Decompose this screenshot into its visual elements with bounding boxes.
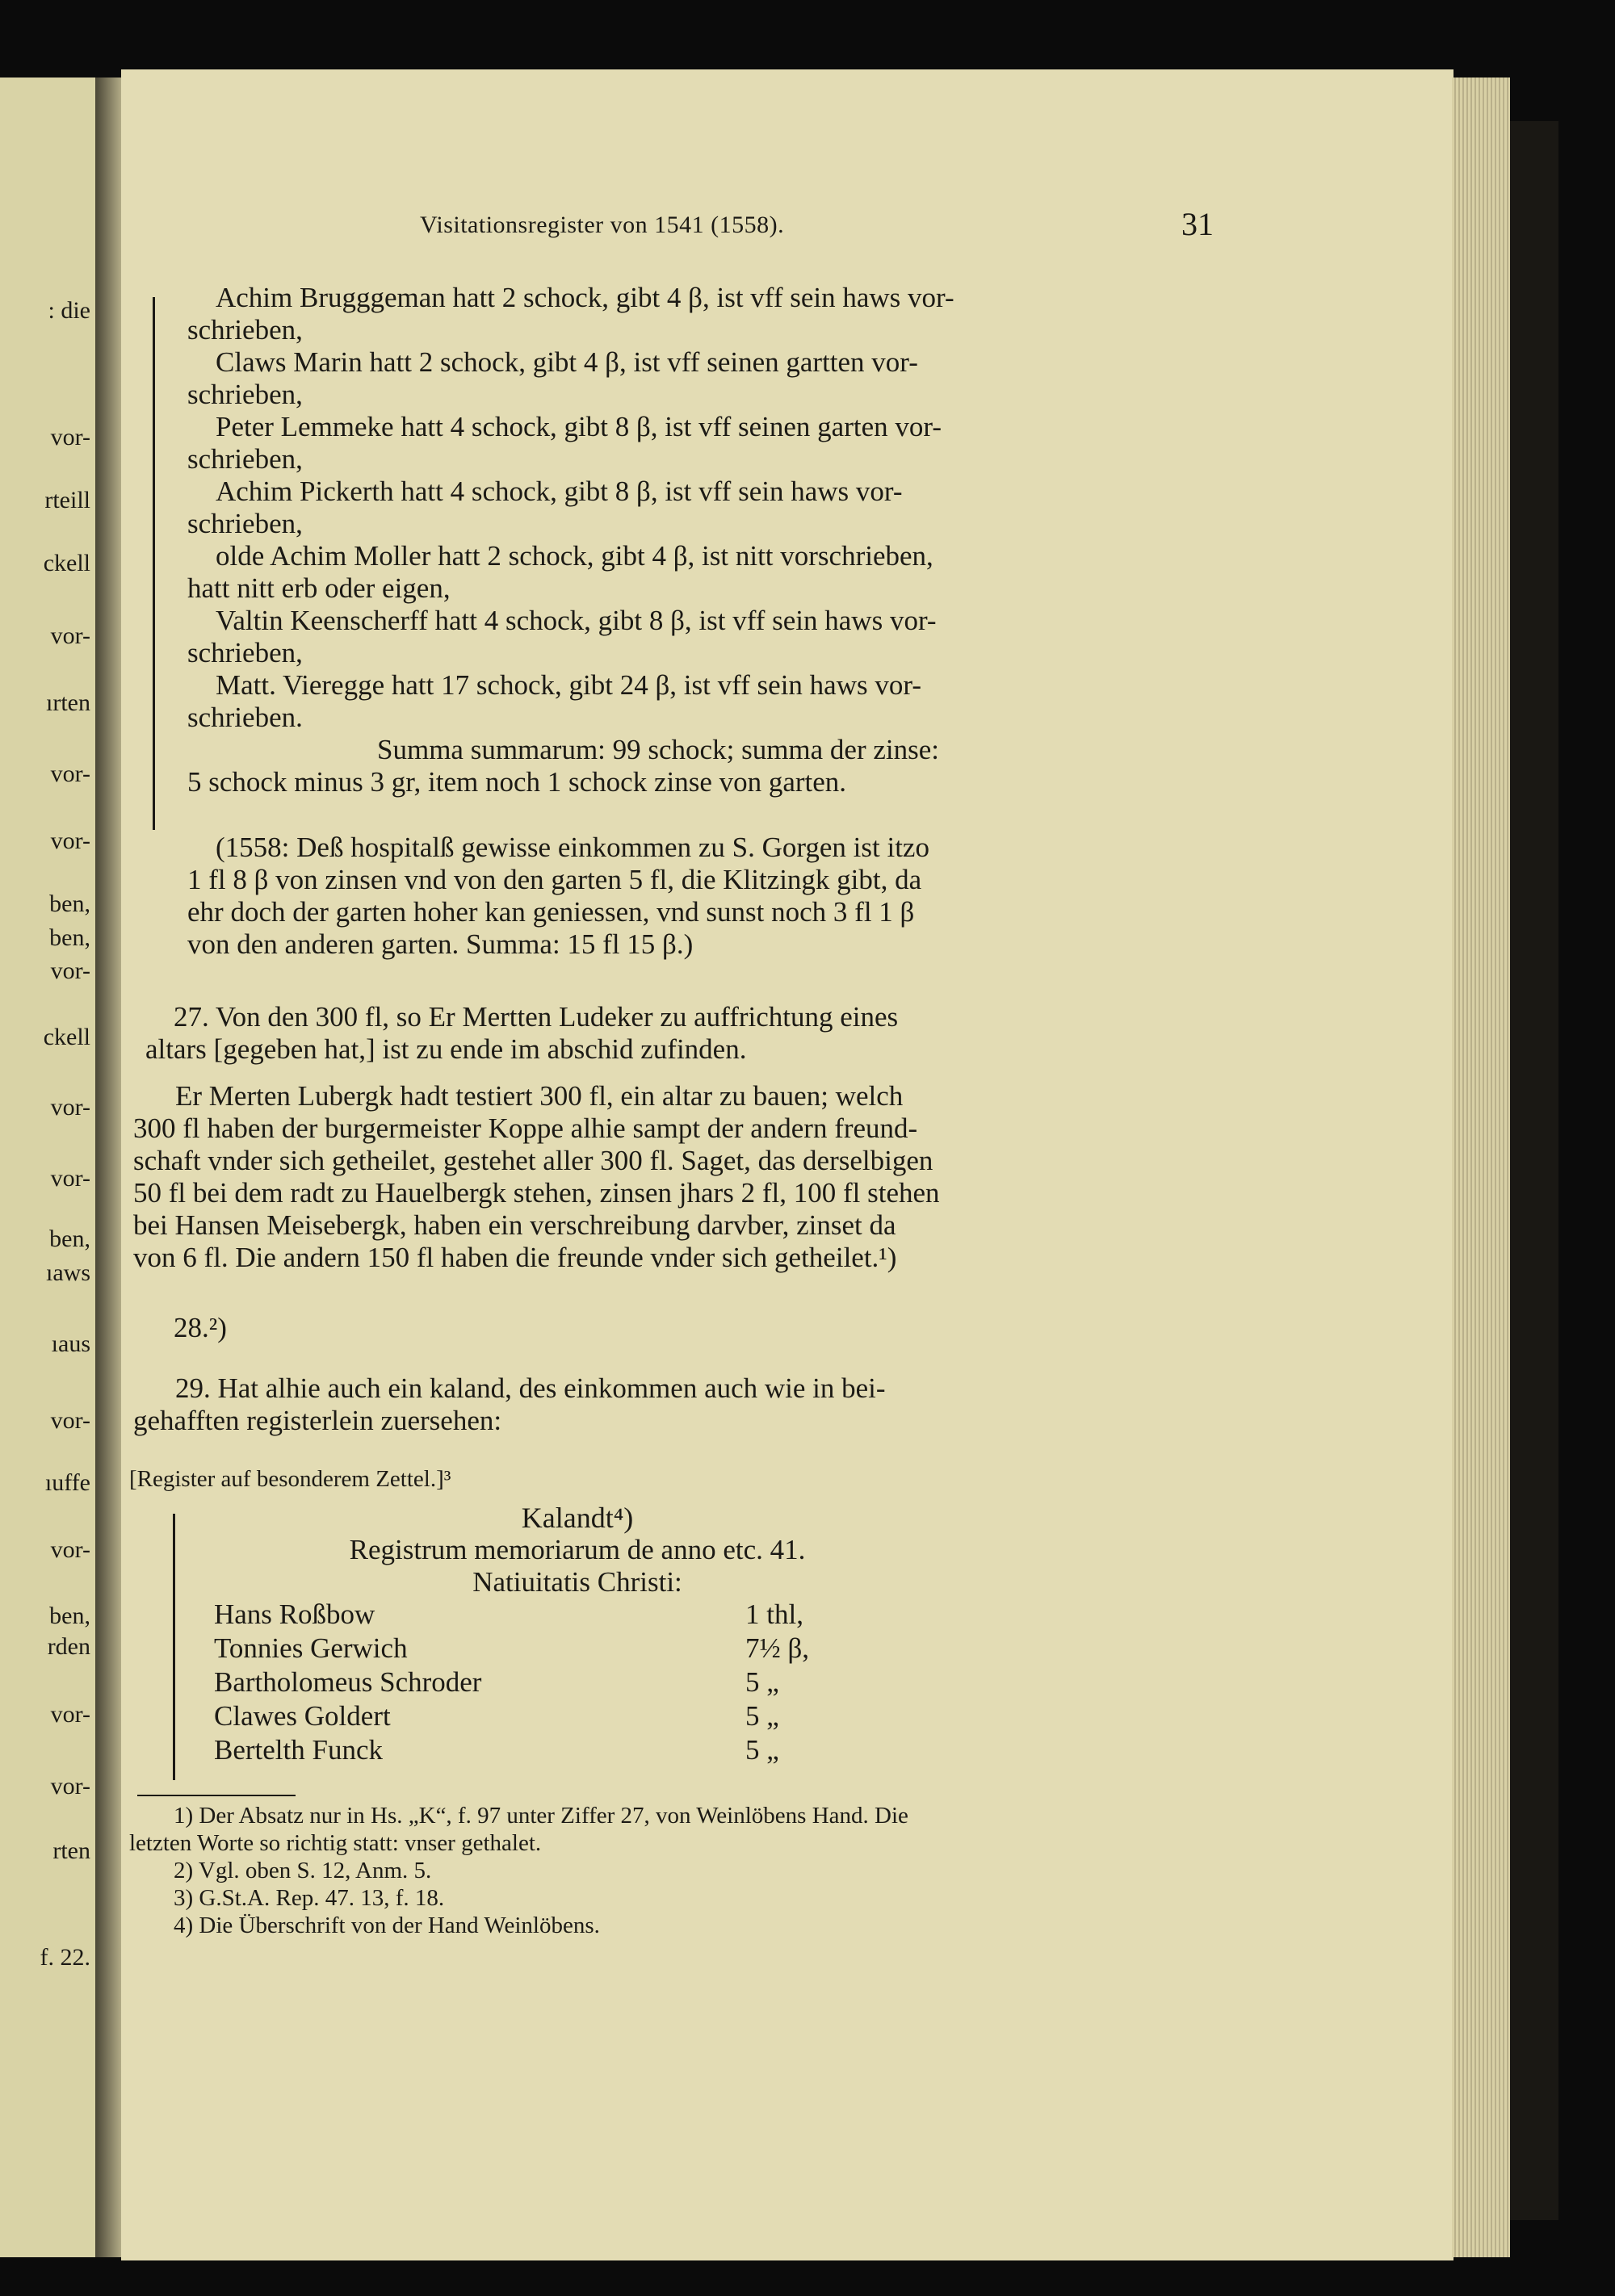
- entry: Achim Pickerth hatt 4 schock, gibt 8 β, ist vff sein haws vor- schrieben,: [187, 476, 903, 539]
- margin-fragment: ben,: [49, 1603, 90, 1629]
- margin-fragment: ıaws: [46, 1259, 90, 1286]
- entry: Peter Lemmeke hatt 4 schock, gibt 8 β, ist vff seinen garten vor- schrieben,: [187, 411, 942, 475]
- summa-line: 5 schock minus 3 gr, item noch 1 schock zinse von garten.: [187, 766, 847, 798]
- entry: Valtin Keenscherff hatt 4 schock, gibt 8 β, ist vff sein haws vor- schrieben,: [187, 605, 937, 668]
- margin-fragment: rden: [47, 1633, 90, 1660]
- margin-fragment: ıaus: [51, 1330, 90, 1357]
- entry: olde Achim Moller hatt 2 schock, gibt 4 β, ist nitt vorschrieben, hatt nitt erb oder eigen,: [187, 540, 933, 604]
- entries-list: [187, 282, 1229, 798]
- paragraph-27: 27. Von den 300 fl, so Er Mertten Ludeker zu auffrichtung eines altars [gegeben hat,] ist zu ende im abschid zufinden.: [145, 1001, 899, 1065]
- margin-fragment: vor-: [50, 1536, 90, 1563]
- kalandt-register: [174, 1502, 981, 1768]
- footnote: 2) Vgl. oben S. 12, Anm. 5.: [174, 1858, 432, 1883]
- margin-fragment: ckell: [43, 550, 90, 576]
- margin-fragment: ıuffe: [44, 1469, 90, 1496]
- entry: Achim Brugggeman hatt 2 schock, gibt 4 β, ist vff sein haws vor- schrieben,: [187, 282, 954, 346]
- margin-fragment: vor-: [50, 760, 90, 787]
- paragraph-28: 28.²): [174, 1312, 227, 1343]
- margin-fragment: rteill: [44, 487, 90, 513]
- margin-fragment: ben,: [49, 890, 90, 917]
- margin-fragment: ckell: [43, 1024, 90, 1050]
- paragraph-merten: Er Merten Lubergk hadt testiert 300 fl, ein altar zu bauen; welch 300 fl haben der burgermeister Koppe alhie sampt der andern freund- schaft vnder sich getheilet, gestehet aller 300 fl. Saget, das derselbigen 50 fl bei dem radt zu Hauelbergk stehen, zinsen jhars 2 fl, 100 fl stehen bei Hansen Meisebergk, haben ein verschreibung darvber, zinset da von 6 fl. Die andern 150 fl haben die freunde vnder sich getheilet.¹): [133, 1080, 940, 1273]
- running-title: Visitationsregister von 1541 (1558).: [420, 212, 785, 238]
- margin-fragment: ben,: [49, 924, 90, 951]
- note-1558: (1558: Deß hospitalß gewisse einkommen zu S. Gorgen ist itzo 1 fl 8 β von zinsen vnd von den garten 5 fl, die Klitzingk gibt, da ehr doch der garten hoher kan geniessen, vnd sunst noch 3 fl 1 β von den anderen garten. Summa: 15 fl 15 β.): [187, 832, 929, 960]
- margin-fragment: vor-: [50, 957, 90, 984]
- register-note: [Register auf besonderem Zettel.]³: [129, 1466, 451, 1492]
- margin-fragment: vor-: [50, 1165, 90, 1192]
- register-row: Clawes Goldert 5 „: [214, 1700, 779, 1732]
- margin-fragment: rten: [52, 1837, 90, 1864]
- footnote: 1) Der Absatz nur in Hs. „K“, f. 97 unter Ziffer 27, von Weinlöbens Hand. Die: [174, 1803, 908, 1829]
- register-row: Tonnies Gerwich 7½ β,: [214, 1632, 810, 1664]
- margin-fragment: ben,: [49, 1226, 90, 1252]
- register-subtitle: Registrum memoriarum de anno etc. 41.: [349, 1534, 806, 1565]
- page-number: 31: [1181, 206, 1214, 242]
- margin-fragment: vor-: [50, 1407, 90, 1434]
- margin-fragment: ırten: [46, 689, 90, 716]
- margin-fragment: vor-: [50, 1094, 90, 1121]
- paragraph-29: 29. Hat alhie auch ein kaland, des einkommen auch wie in bei- gehafften registerlein zuersehen:: [133, 1372, 886, 1436]
- register-row: Bartholomeus Schroder 5 „: [214, 1666, 779, 1698]
- register-row: Bertelth Funck 5 „: [214, 1734, 779, 1766]
- page-edges: [1452, 78, 1510, 2257]
- margin-fragment: f. 22.: [40, 1944, 90, 1971]
- margin-fragment: vor-: [50, 424, 90, 450]
- entry: Claws Marin hatt 2 schock, gibt 4 β, ist vff seinen gartten vor- schrieben,: [187, 346, 918, 410]
- register-row: Hans Roßbow 1 thl,: [214, 1598, 803, 1630]
- margin-fragment: vor-: [50, 1701, 90, 1728]
- register-bracket-line: [153, 297, 155, 830]
- footnotes: [129, 1802, 1260, 1939]
- entry: Matt. Vieregge hatt 17 schock, gibt 24 β, ist vff sein haws vor- schrieben.: [187, 669, 921, 733]
- footnote: 3) G.St.A. Rep. 47. 13, f. 18.: [174, 1885, 445, 1911]
- margin-fragment: : die: [48, 297, 90, 324]
- book-gutter: [95, 78, 123, 2257]
- book-binding: [1510, 121, 1558, 2220]
- register-title: Kalandt⁴): [521, 1502, 634, 1534]
- margin-fragment: vor-: [50, 1773, 90, 1800]
- margin-fragment: vor-: [50, 827, 90, 854]
- footnote: 4) Die Überschrift von der Hand Weinlöbens.: [174, 1913, 600, 1938]
- margin-fragment: vor-: [50, 622, 90, 649]
- footnote: letzten Worte so richtig statt: vnser gethalet.: [129, 1830, 542, 1856]
- register-section: Natiuitatis Christi:: [472, 1566, 682, 1598]
- footnote-rule: [137, 1795, 296, 1796]
- summa-line: Summa summarum: 99 schock; summa der zinse:: [377, 734, 940, 765]
